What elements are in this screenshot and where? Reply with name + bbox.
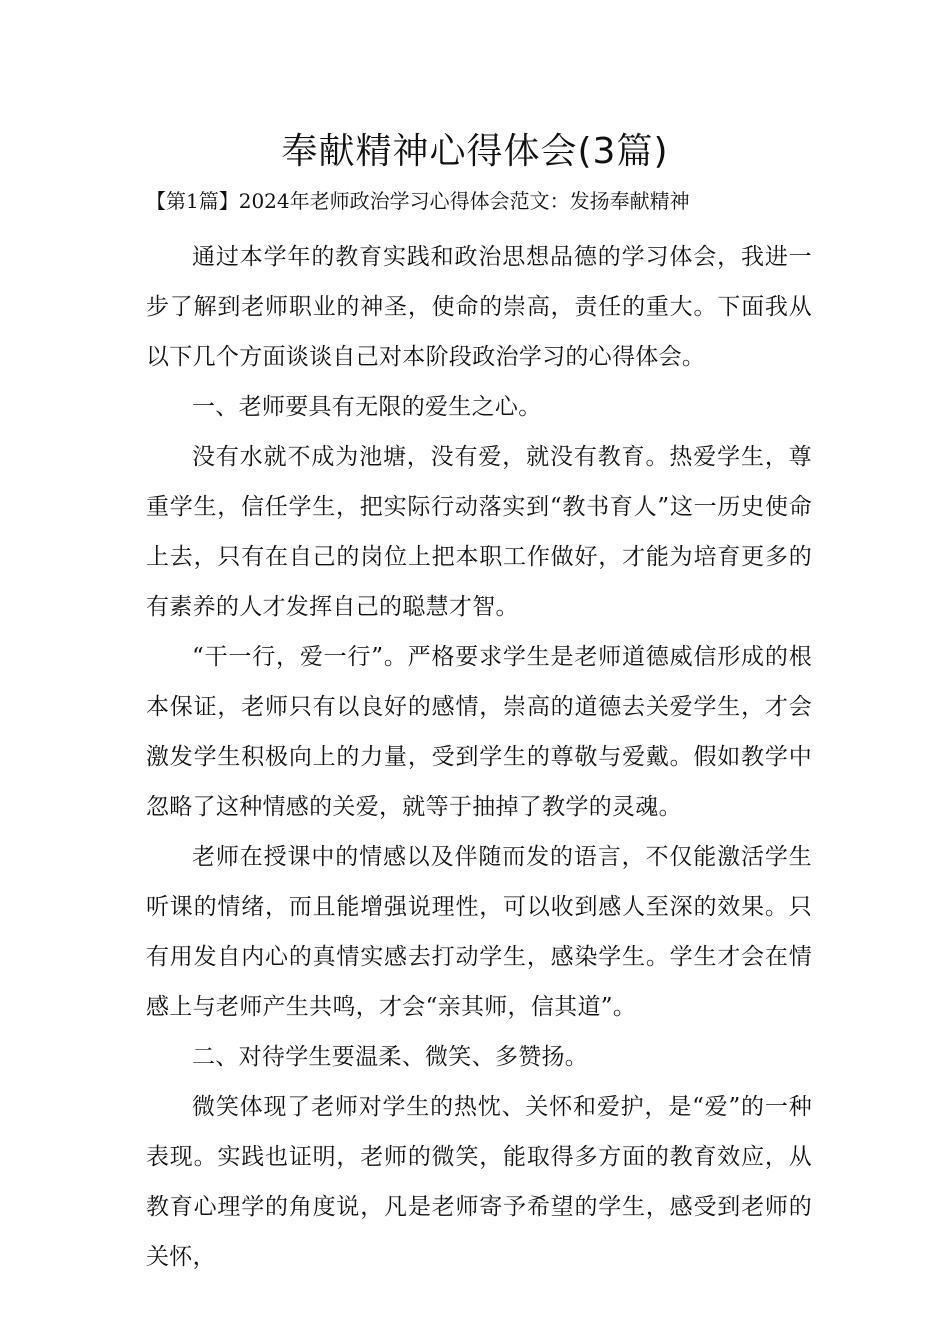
- document-subtitle: 【第1篇】2024年老师政治学习心得体会范文：发扬奉献精神: [146, 189, 690, 213]
- paragraph: “干一行，爱一行”。严格要求学生是老师道德威信形成的根本保证，老师只有以良好的感情，崇高的道德去关爱学生，才会激发学生积极向上的力量，受到学生的尊敬与爱戴。假如教学中忽略了这种情感的关爱，就等于抽掉了教学的灵魂。: [146, 644, 812, 820]
- document-title: 奉献精神心得体会(3篇): [281, 131, 669, 172]
- paragraph: 老师在授课中的情感以及伴随而发的语言，不仅能激活学生听课的情绪，而且能增强说理性，可以收到感人至深的效果。只有用发自内心的真情实感去打动学生，感染学生。学生才会在情感上与老师产生共鸣，才会“亲其师，信其道”。: [146, 844, 812, 1020]
- paragraph: 没有水就不成为池塘，没有爱，就没有教育。热爱学生，尊重学生，信任学生，把实际行动落实到“教书育人”这一历史使命上去，只有在自己的岗位上把本职工作做好，才能为培育更多的有素养的人才发挥自己的聪慧才智。: [146, 444, 812, 620]
- section-heading: 一、老师要具有无限的爱生之心。: [192, 394, 542, 420]
- paragraph: 通过本学年的教育实践和政治思想品德的学习体会，我进一步了解到老师职业的神圣，使命的崇高，责任的重大。下面我从以下几个方面谈谈自己对本阶段政治学习的心得体会。: [146, 244, 812, 370]
- document-body: [146, 232, 812, 1282]
- paragraph: 微笑体现了老师对学生的热忱、关怀和爱护，是“爱”的一种表现。实践也证明，老师的微笑，能取得多方面的教育效应，从教育心理学的角度说，凡是老师寄予希望的学生，感受到老师的关怀，: [146, 1094, 812, 1270]
- section-heading: 二、对待学生要温柔、微笑、多赞扬。: [192, 1044, 589, 1070]
